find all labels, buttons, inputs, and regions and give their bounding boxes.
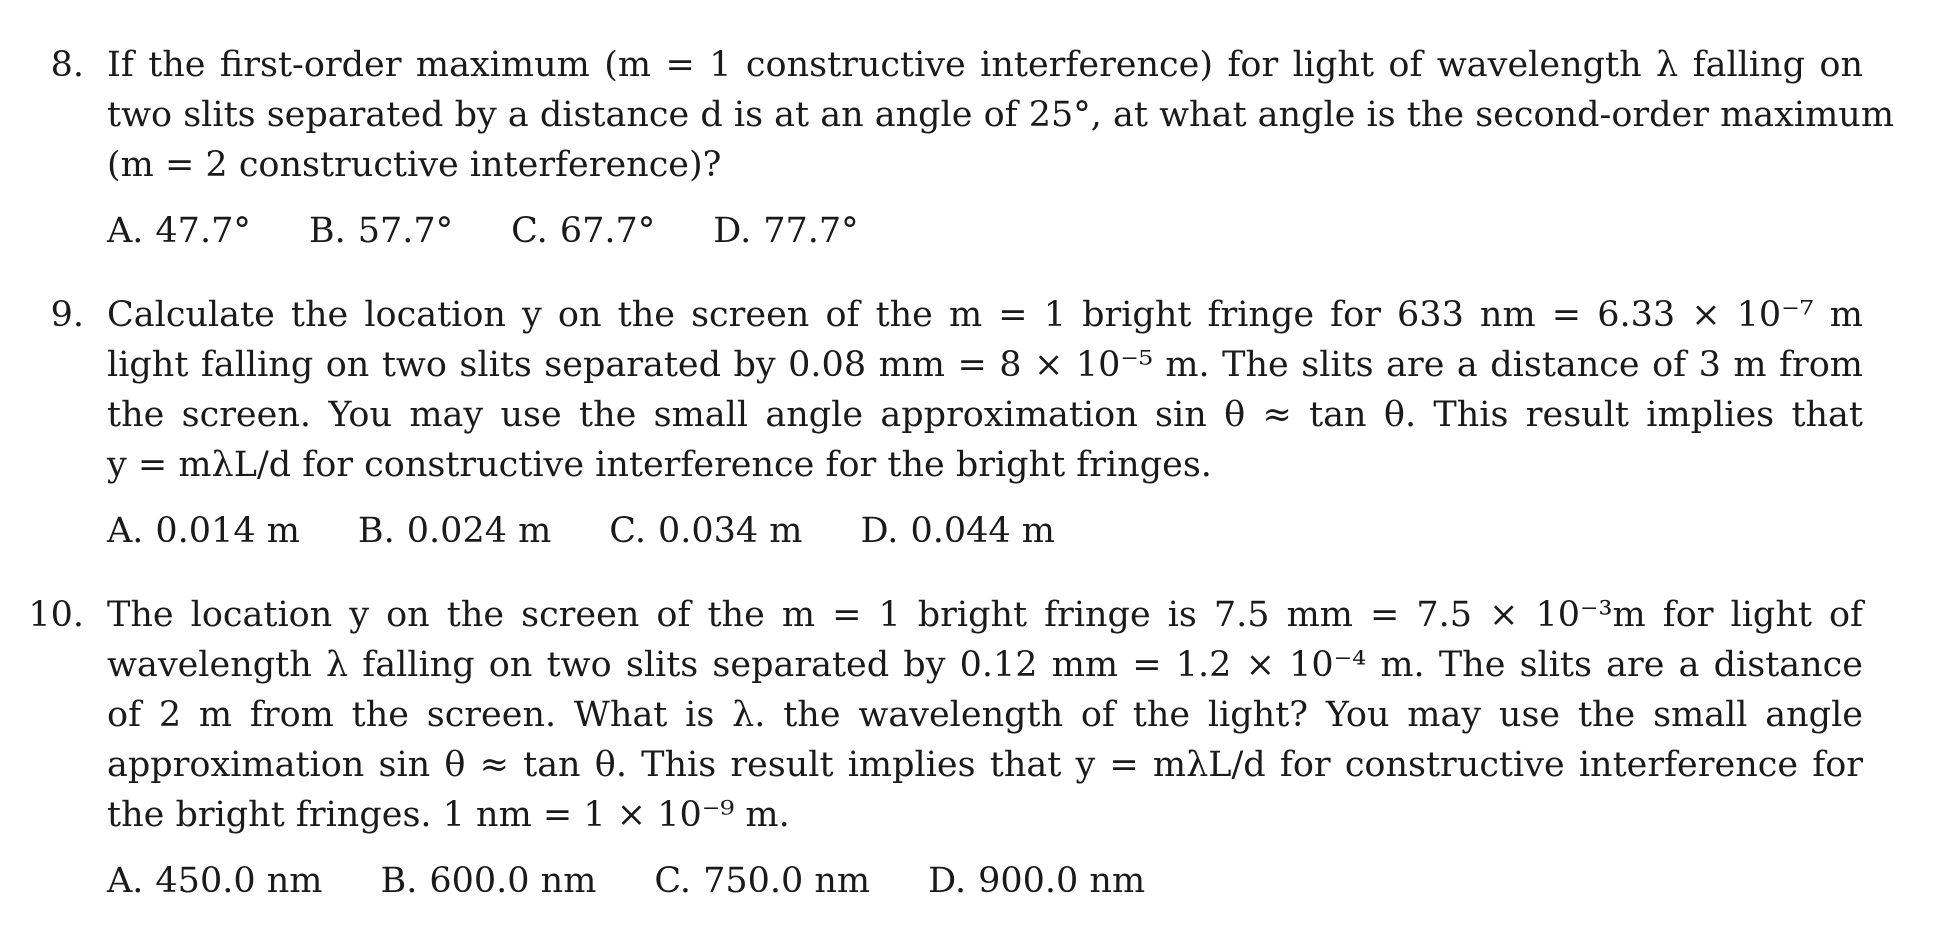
choice-text: 77.7° [763, 211, 859, 251]
question-text-line: If the first-order maximum (m = 1 constructive interference) for light of wavelength λ falling on [107, 45, 1863, 85]
choice-b[interactable] [380, 856, 596, 906]
question-number: 9. [50, 295, 84, 335]
choice-text: 0.014 m [155, 511, 300, 551]
question-text-line: of 2 m from the screen. What is λ. the wavelength of the light? You may use the small angle [107, 695, 1863, 735]
choice-letter: C. [609, 511, 646, 551]
answer-choices [107, 506, 1863, 556]
question-text-line: two slits separated by a distance d is at an angle of 25°, at what angle is the second-order maximum [107, 95, 1895, 135]
choice-text: 67.7° [559, 211, 656, 251]
question-text-line: wavelength λ falling on two slits separated by 0.12 mm = 1.2 × 10⁻⁴ m. The slits are a distance [107, 645, 1863, 685]
question-body [107, 290, 1863, 556]
choice-text: 0.024 m [406, 511, 552, 551]
choice-text: 0.044 m [910, 511, 1055, 551]
question-text-line: The location y on the screen of the m = 1 bright fringe is 7.5 mm = 7.5 × 10⁻³m for light of [107, 595, 1863, 635]
question-text-line: light falling on two slits separated by 0.08 mm = 8 × 10⁻⁵ m. The slits are a distance of 3 m from [107, 345, 1863, 385]
choice-letter: B. [308, 211, 346, 251]
question-body [107, 40, 1895, 256]
choice-b[interactable] [309, 206, 453, 256]
question-number: 8. [50, 45, 84, 85]
choice-letter: C. [511, 211, 548, 251]
choice-c[interactable] [654, 856, 870, 906]
question-number: 10. [28, 595, 84, 635]
choice-text: 900.0 nm [978, 861, 1146, 901]
choice-b[interactable] [358, 506, 551, 556]
choice-letter: A. [107, 511, 144, 551]
answer-choices [107, 856, 1863, 906]
question-text-line: (m = 2 constructive interference)? [107, 145, 722, 185]
choice-text: 450.0 nm [155, 861, 323, 901]
choice-d[interactable] [860, 506, 1054, 556]
question-text-line: the screen. You may use the small angle approximation sin θ ≈ tan θ. This result implies that [107, 395, 1863, 435]
choice-letter: B. [380, 861, 418, 901]
choice-a[interactable] [107, 206, 251, 256]
choice-c[interactable] [609, 506, 802, 556]
choice-a[interactable] [107, 506, 300, 556]
choice-letter: A. [107, 861, 144, 901]
choice-letter: D. [928, 861, 967, 901]
answer-choices [107, 206, 1863, 256]
choice-text: 57.7° [357, 211, 454, 251]
choice-text: 0.034 m [657, 511, 803, 551]
choice-letter: D. [860, 511, 899, 551]
question-body [107, 590, 1863, 906]
choice-d[interactable] [713, 206, 858, 256]
choice-letter: C. [654, 861, 692, 901]
choice-text: 750.0 nm [703, 861, 871, 901]
choice-c[interactable] [511, 206, 655, 256]
question-text-line: approximation sin θ ≈ tan θ. This result implies that y = mλL/d for constructive interference for [107, 745, 1863, 785]
question-text-line: Calculate the location y on the screen of the m = 1 bright fringe for 633 nm = 6.33 × 10⁻⁷ m [107, 295, 1863, 335]
choice-text: 600.0 nm [429, 861, 597, 901]
choice-letter: A. [107, 211, 144, 251]
choice-letter: B. [357, 511, 395, 551]
question-text-line: y = mλL/d for constructive interference for the bright fringes. [107, 445, 1212, 485]
choice-letter: D. [713, 211, 752, 251]
choice-d[interactable] [928, 856, 1145, 906]
choice-a[interactable] [107, 856, 322, 906]
choice-text: 47.7° [155, 211, 251, 251]
question-text-line: the bright fringes. 1 nm = 1 × 10⁻⁹ m. [107, 795, 790, 835]
